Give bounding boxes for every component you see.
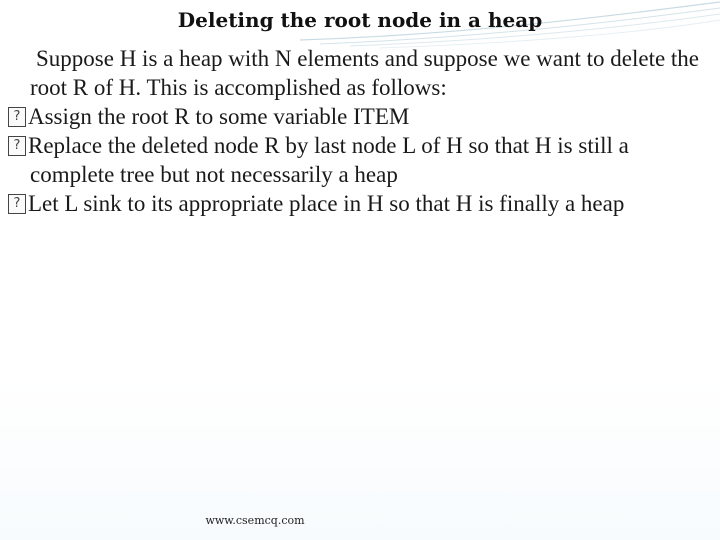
bullet-item bbox=[8, 189, 708, 218]
slide-title: Deleting the root node in a heap bbox=[177, 8, 543, 32]
bullet-item bbox=[8, 131, 708, 189]
missing-glyph-box-icon bbox=[8, 136, 26, 156]
intro-paragraph: Suppose H is a heap with N elements and suppose we want to delete the root R of H. This is accomplished as follows: bbox=[30, 46, 700, 100]
missing-glyph-box-icon bbox=[8, 194, 26, 214]
bullet-item bbox=[8, 102, 708, 131]
bullet-text: Let L sink to its appropriate place in H so that H is finally a heap bbox=[28, 191, 625, 216]
bullet-text: Replace the deleted node R by last node L of H so that H is still a complete tree but not necessarily a heap bbox=[28, 133, 629, 187]
footer-url: www.csemcq.com bbox=[205, 514, 305, 527]
bullet-text: Assign the root R to some variable ITEM bbox=[28, 104, 410, 129]
slide-body bbox=[8, 44, 708, 218]
missing-glyph-box-icon bbox=[8, 107, 26, 127]
